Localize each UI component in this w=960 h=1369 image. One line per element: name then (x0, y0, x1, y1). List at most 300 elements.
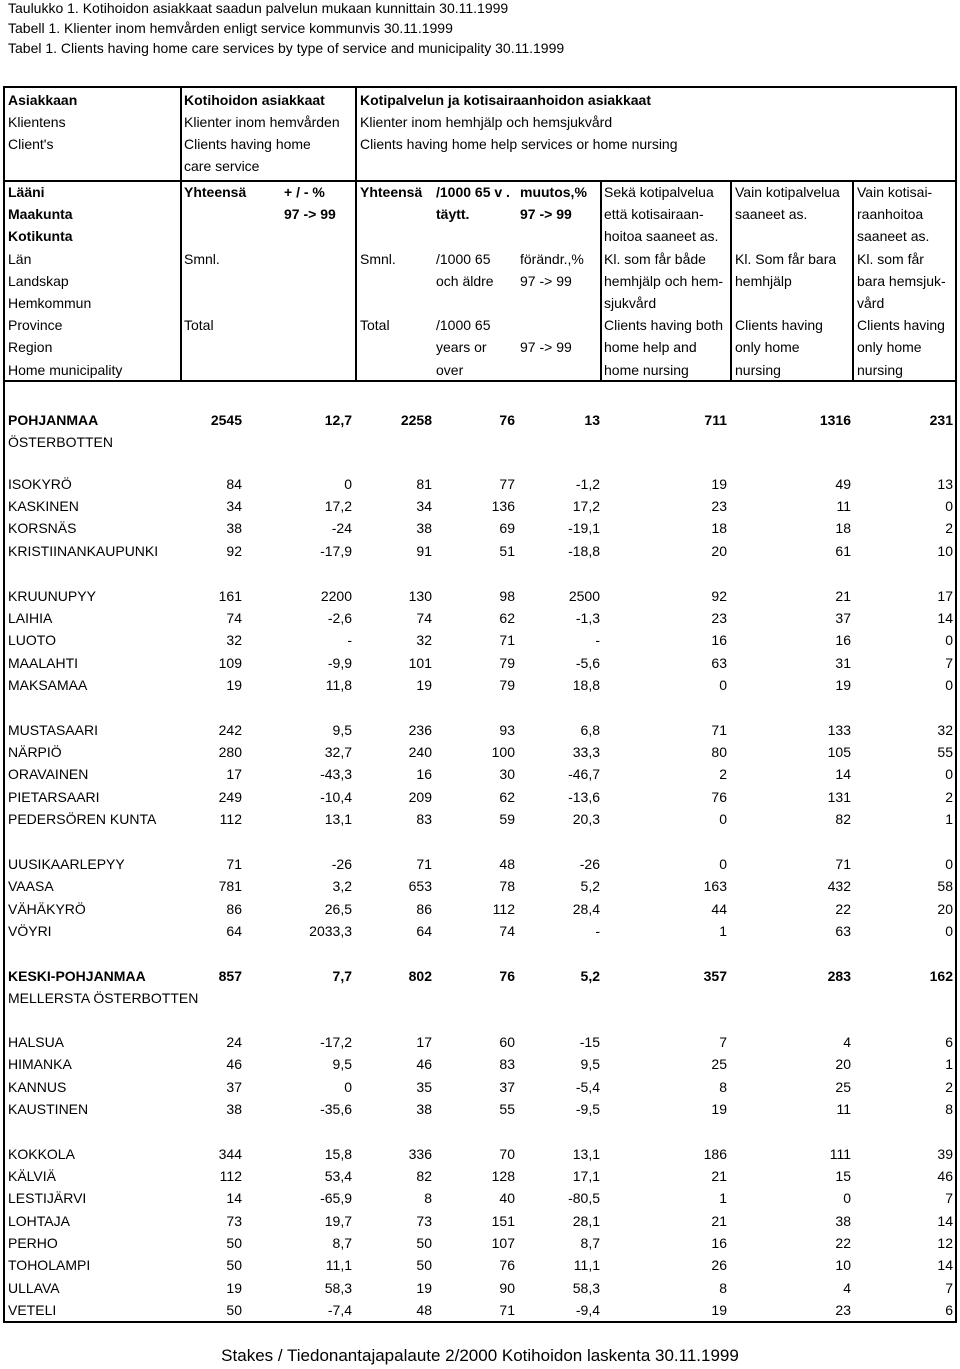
row-value: 10 (937, 543, 953, 559)
row-value: 38 (835, 1213, 851, 1229)
row-value: 79 (499, 677, 515, 693)
row-value: 100 (491, 744, 515, 760)
header-col8-line0: Vain kotipalvelua (735, 184, 840, 200)
row-value: 40 (499, 1190, 515, 1206)
header-col9-line8: nursing (857, 361, 903, 378)
row-name: KRISTIINANKAUPUNKI (8, 543, 159, 559)
row-value: -1,3 (575, 610, 600, 626)
row-value: 2 (945, 1079, 953, 1095)
row-value: 18,8 (572, 677, 600, 693)
header-col8-line3: Kl. Som får bara (735, 250, 837, 267)
row-value: 20 (835, 1056, 851, 1072)
header-col2-line3: Smnl. (184, 250, 220, 267)
border-right (955, 86, 957, 1323)
header-col4-line3: Smnl. (360, 250, 396, 267)
row-value: 15,8 (324, 1146, 352, 1162)
row-value: 19 (226, 677, 242, 693)
header-col5-line1: täytt. (436, 206, 470, 223)
header-col1-line7: Region (8, 339, 53, 356)
row-value: 857 (218, 968, 242, 984)
row-value: 58,3 (324, 1280, 352, 1296)
row-value: 90 (499, 1280, 515, 1296)
row-value: - (595, 632, 600, 648)
header-top-r0-c2: Kotipalvelun ja kotisairaanhoidon asiakkaat (360, 92, 651, 108)
row-value: 26 (711, 1257, 727, 1273)
row-value: 76 (711, 789, 727, 805)
row-value: 26,5 (324, 901, 352, 917)
header-col7-line7: home help and (604, 339, 697, 356)
header-col8-line4: hemhjälp (735, 272, 792, 289)
row-value: 83 (416, 811, 432, 827)
row-value: 71 (711, 722, 727, 738)
row-value: 11,1 (325, 1257, 352, 1273)
header-col7-line5: sjukvård (604, 295, 657, 311)
header-col4-line0: Yhteensä (360, 184, 423, 200)
row-value: 69 (499, 520, 515, 536)
row-value: 111 (829, 1146, 851, 1162)
row-value: 80 (711, 744, 727, 760)
row-name: PEDERSÖREN KUNTA (8, 811, 157, 827)
row-value: 22 (835, 901, 851, 917)
row-value: 37 (226, 1079, 242, 1095)
row-value: 5,2 (580, 968, 600, 984)
row-value: -19,1 (568, 520, 600, 536)
row-value: 8,7 (332, 1235, 352, 1251)
row-value: 35 (416, 1079, 432, 1095)
row-value: 161 (218, 588, 242, 604)
row-value: 0 (945, 498, 953, 514)
header-col1-line4: Landskap (8, 272, 69, 289)
row-value: 73 (416, 1213, 432, 1229)
header-top-r2-c2: Clients having home help services or home nursing (360, 136, 678, 152)
header-col8-line8: nursing (735, 361, 781, 378)
header-col5-line4: och äldre (436, 272, 494, 289)
row-value: 25 (835, 1079, 851, 1095)
row-value: 0 (945, 677, 953, 693)
header-top-r2-c1: Clients having home (184, 136, 311, 152)
row-value: 32 (226, 632, 242, 648)
header-col7-line2: hoitoa saaneet as. (604, 228, 719, 245)
header-col3-line0: + / - % (284, 184, 325, 200)
row-value: 77 (499, 476, 515, 492)
header-col7-line1: että kotisairaan- (604, 206, 704, 223)
row-value: 81 (416, 476, 432, 492)
row-value: 112 (219, 1168, 242, 1184)
row-value: 336 (408, 1146, 432, 1162)
row-value: 5,2 (580, 878, 600, 894)
row-name: KAUSTINEN (8, 1101, 89, 1117)
col-border-2 (355, 86, 357, 380)
header-col5-line7: years or (436, 339, 487, 356)
row-value: -26 (331, 856, 352, 872)
row-value: 711 (704, 412, 727, 428)
header-col2-line6: Total (184, 317, 214, 334)
title-2: Tabell 1. Klienter inom hemvården enligt service kommunvis 30.11.1999 (8, 20, 453, 36)
row-value: 7,7 (332, 968, 352, 984)
row-value: 50 (226, 1235, 242, 1251)
row-value: 17,1 (572, 1168, 600, 1184)
row-value: 14 (835, 766, 851, 782)
row-name: VAASA (8, 878, 54, 894)
row-value: 92 (711, 588, 727, 604)
row-value: 7 (945, 655, 953, 671)
header-col5-line6: /1000 65 (436, 317, 491, 334)
row-name: ISOKYRÖ (8, 476, 72, 492)
row-value: 13 (584, 412, 600, 428)
header-border-top (3, 86, 957, 88)
row-value: 131 (827, 789, 851, 805)
row-value: 38 (416, 520, 432, 536)
row-value: 71 (499, 632, 515, 648)
row-value: 112 (219, 811, 242, 827)
row-value: 16 (711, 632, 727, 648)
header-top-r3-c1: care service (184, 158, 260, 174)
header-col7-line6: Clients having both (604, 317, 724, 334)
row-value: 82 (416, 1168, 432, 1184)
row-value: 32,7 (324, 744, 352, 760)
row-value: -24 (331, 520, 352, 536)
row-value: 18 (711, 520, 727, 536)
row-value: 781 (218, 878, 242, 894)
row-value: 76 (499, 412, 515, 428)
row-value: 19 (416, 1280, 432, 1296)
row-value: 51 (499, 543, 515, 559)
header-top-r1-c2: Klienter inom hemhjälp och hemsjukvård (360, 114, 613, 130)
header-border-mid (3, 180, 957, 182)
header-col6-line1: 97 -> 99 (520, 206, 572, 223)
row-value: 7 (945, 1280, 953, 1296)
row-value: 9,5 (332, 1056, 352, 1072)
row-name: HALSUA (8, 1034, 65, 1050)
row-name: MUSTASAARI (8, 722, 98, 738)
row-name: LOHTAJA (8, 1213, 70, 1229)
row-value: 101 (408, 655, 432, 671)
row-value: 37 (835, 610, 851, 626)
row-value: 3,2 (332, 878, 352, 894)
row-value: 86 (226, 901, 242, 917)
row-value: 48 (499, 856, 515, 872)
row-value: 64 (226, 923, 242, 939)
row-name: TOHOLAMPI (8, 1257, 91, 1273)
row-value: 23 (835, 1302, 851, 1318)
row-value: 2500 (568, 588, 600, 604)
row-value: 55 (937, 744, 953, 760)
row-name: ORAVAINEN (8, 766, 89, 782)
row-value: 31 (835, 655, 851, 671)
header-col6-line4: 97 -> 99 (520, 272, 572, 289)
row-value: 76 (499, 1257, 515, 1273)
row-value: 186 (703, 1146, 727, 1162)
row-value: 16 (416, 766, 432, 782)
row-value: 8 (719, 1079, 727, 1095)
row-value: 8 (424, 1190, 432, 1206)
row-value: 0 (719, 856, 727, 872)
row-value: 79 (499, 655, 515, 671)
row-name: MAKSAMAA (8, 677, 88, 693)
row-value: 19 (835, 677, 851, 693)
row-value: 34 (226, 498, 242, 514)
row-value: -5,6 (575, 655, 600, 671)
row-value: 344 (218, 1146, 242, 1162)
row-value: 73 (226, 1213, 242, 1229)
row-value: 231 (929, 412, 953, 428)
row-name: KORSNÄS (8, 520, 77, 536)
title-1: Taulukko 1. Kotihoidon asiakkaat saadun palvelun mukaan kunnittain 30.11.1999 (8, 0, 509, 16)
row-value: 105 (827, 744, 851, 760)
row-value: 15 (835, 1168, 851, 1184)
row-value: 283 (827, 968, 851, 984)
header-col5-line3: /1000 65 (436, 250, 491, 267)
row-value: 28,4 (572, 901, 600, 917)
row-value: 1 (719, 923, 727, 939)
row-value: 74 (416, 610, 432, 626)
row-value: 2033,3 (309, 923, 352, 939)
row-value: 61 (835, 543, 851, 559)
row-value: 13,1 (572, 1146, 600, 1162)
header-col1-line3: Län (8, 250, 32, 267)
row-value: 14 (937, 610, 953, 626)
row-value: 162 (929, 968, 953, 984)
header-top-r1-c0: Klientens (8, 114, 66, 130)
row-value: 84 (226, 476, 242, 492)
row-value: 136 (491, 498, 515, 514)
row-value: 48 (416, 1302, 432, 1318)
row-value: 236 (408, 722, 432, 738)
header-col9-line0: Vain kotisai- (857, 184, 933, 200)
col-border-3 (600, 180, 602, 380)
row-value: 12 (937, 1235, 953, 1251)
row-value: 53,4 (324, 1168, 352, 1184)
row-value: 24 (226, 1034, 242, 1050)
row-subname: MELLERSTA ÖSTERBOTTEN (8, 990, 199, 1006)
row-value: -80,5 (568, 1190, 600, 1206)
row-value: 71 (499, 1302, 515, 1318)
col-border-5 (852, 180, 854, 380)
header-col9-line1: raanhoitoa (857, 206, 924, 223)
row-name: KOKKOLA (8, 1146, 75, 1162)
row-value: 22 (835, 1235, 851, 1251)
row-value: 50 (416, 1235, 432, 1251)
row-value: 163 (703, 878, 727, 894)
row-value: 20 (711, 543, 727, 559)
row-value: 0 (344, 1079, 352, 1095)
row-value: 432 (827, 878, 851, 894)
row-value: 9,5 (332, 722, 352, 738)
row-value: 4 (843, 1034, 851, 1050)
row-value: 55 (499, 1101, 515, 1117)
row-value: 46 (416, 1056, 432, 1072)
row-value: 151 (491, 1213, 515, 1229)
row-value: 6,8 (580, 722, 600, 738)
row-value: 76 (499, 968, 515, 984)
header-col3-line1: 97 -> 99 (284, 206, 336, 223)
row-value: 2 (945, 789, 953, 805)
row-value: -1,2 (575, 476, 600, 492)
row-value: 23 (711, 610, 727, 626)
row-value: 0 (945, 856, 953, 872)
row-value: 1 (945, 811, 953, 827)
row-value: 17,2 (572, 498, 600, 514)
row-name: LUOTO (8, 632, 56, 648)
row-value: 91 (416, 543, 432, 559)
header-col9-line3: Kl. som får (857, 250, 924, 267)
row-name: KRUUNUPYY (8, 588, 96, 604)
row-value: 16 (711, 1235, 727, 1251)
row-value: 0 (945, 766, 953, 782)
row-value: 71 (416, 856, 432, 872)
row-value: 4 (843, 1280, 851, 1296)
row-value: 2200 (320, 588, 352, 604)
row-value: 0 (719, 811, 727, 827)
header-col9-line7: only home (857, 339, 922, 356)
row-value: 25 (711, 1056, 727, 1072)
row-value: 130 (408, 588, 432, 604)
row-value: 2545 (210, 412, 242, 428)
header-col9-line6: Clients having (857, 317, 945, 334)
row-value: 46 (226, 1056, 242, 1072)
row-name: PERHO (8, 1235, 58, 1251)
row-value: -5,4 (575, 1079, 600, 1095)
row-value: 133 (827, 722, 851, 738)
row-name: MAALAHTI (8, 655, 79, 671)
row-value: - (347, 632, 352, 648)
row-value: 19 (226, 1280, 242, 1296)
row-value: -7,4 (327, 1302, 352, 1318)
row-value: 17,2 (324, 498, 352, 514)
row-value: 64 (416, 923, 432, 939)
row-value: 107 (491, 1235, 515, 1251)
row-value: 83 (499, 1056, 515, 1072)
row-value: 2 (719, 766, 727, 782)
row-value: -9,4 (575, 1302, 600, 1318)
table-border-bottom (3, 1321, 957, 1323)
row-value: - (595, 923, 600, 939)
header-col9-line5: vård (857, 295, 885, 311)
row-value: -9,5 (575, 1101, 600, 1117)
row-value: 6 (945, 1302, 953, 1318)
row-value: 0 (344, 476, 352, 492)
row-name: KÄLVIÄ (8, 1168, 56, 1184)
row-value: 17 (416, 1034, 432, 1050)
row-value: 62 (499, 789, 515, 805)
row-value: 2 (945, 520, 953, 536)
row-value: -26 (579, 856, 600, 872)
row-value: 249 (218, 789, 242, 805)
row-name: HIMANKA (8, 1056, 72, 1072)
header-col5-line8: over (436, 361, 464, 378)
row-value: 21 (711, 1213, 727, 1229)
header-col8-line7: only home (735, 339, 800, 356)
header-col1-line1: Maakunta (8, 206, 73, 223)
row-value: 39 (937, 1146, 953, 1162)
row-name: KANNUS (8, 1079, 67, 1095)
row-value: 7 (719, 1034, 727, 1050)
row-value: 50 (416, 1257, 432, 1273)
row-value: 63 (711, 655, 727, 671)
row-value: 78 (499, 878, 515, 894)
row-value: 37 (499, 1079, 515, 1095)
header-top-r0-c1: Kotihoidon asiakkaat (184, 92, 325, 108)
row-value: 50 (226, 1257, 242, 1273)
row-value: 17 (226, 766, 242, 782)
row-value: 109 (218, 655, 242, 671)
row-value: 8 (719, 1280, 727, 1296)
row-value: -46,7 (568, 766, 600, 782)
row-value: 50 (226, 1302, 242, 1318)
header-col8-line6: Clients having (735, 317, 823, 334)
header-col7-line3: Kl. som får både (604, 250, 706, 267)
row-value: 0 (843, 1190, 851, 1206)
header-border-bottom (3, 380, 957, 382)
header-col6-line3: förändr.,% (520, 250, 584, 267)
row-value: 10 (835, 1257, 851, 1273)
row-value: 74 (226, 610, 242, 626)
row-value: 58 (937, 878, 953, 894)
row-value: 802 (408, 968, 432, 984)
header-col9-line2: saaneet as. (857, 228, 930, 245)
row-value: 19 (416, 677, 432, 693)
header-col1-line0: Lääni (8, 184, 45, 200)
header-top-r0-c0: Asiakkaan (8, 92, 78, 108)
row-value: -13,6 (568, 789, 600, 805)
row-value: 7 (945, 1190, 953, 1206)
row-value: 653 (408, 878, 432, 894)
row-value: -17,2 (320, 1034, 352, 1050)
row-value: 14 (937, 1257, 953, 1273)
row-name: KESKI-POHJANMAA (8, 968, 146, 984)
row-value: 23 (711, 498, 727, 514)
row-value: 44 (711, 901, 727, 917)
row-name: ULLAVA (8, 1280, 60, 1296)
row-value: 14 (226, 1190, 242, 1206)
row-value: 38 (226, 1101, 242, 1117)
row-value: 20 (937, 901, 953, 917)
row-value: 16 (835, 632, 851, 648)
row-name: UUSIKAARLEPYY (8, 856, 125, 872)
row-value: 6 (945, 1034, 953, 1050)
row-value: 71 (226, 856, 242, 872)
row-value: 28,1 (572, 1213, 600, 1229)
row-value: 13 (937, 476, 953, 492)
row-value: 9,5 (580, 1056, 600, 1072)
row-value: 82 (835, 811, 851, 827)
header-col8-line1: saaneet as. (735, 206, 808, 223)
row-value: 19,7 (324, 1213, 352, 1229)
row-value: 38 (416, 1101, 432, 1117)
row-value: 357 (703, 968, 727, 984)
row-value: 21 (711, 1168, 727, 1184)
header-col6-line7: 97 -> 99 (520, 339, 572, 356)
row-value: 18 (835, 520, 851, 536)
row-value: 1 (945, 1056, 953, 1072)
row-value: 70 (499, 1146, 515, 1162)
row-value: 49 (835, 476, 851, 492)
row-value: 128 (491, 1168, 515, 1184)
row-value: -17,9 (320, 543, 352, 559)
title-3: Tabel 1. Clients having home care services by type of service and municipality 30.11.1999 (8, 40, 565, 56)
row-value: 11,8 (325, 677, 352, 693)
row-value: 46 (937, 1168, 953, 1184)
row-value: 11,1 (573, 1257, 600, 1273)
row-value: -43,3 (320, 766, 352, 782)
row-value: 86 (416, 901, 432, 917)
row-value: 242 (218, 722, 242, 738)
row-value: -35,6 (320, 1101, 352, 1117)
row-value: 33,3 (572, 744, 600, 760)
row-value: 0 (945, 923, 953, 939)
row-value: 1 (719, 1190, 727, 1206)
row-value: 21 (835, 588, 851, 604)
